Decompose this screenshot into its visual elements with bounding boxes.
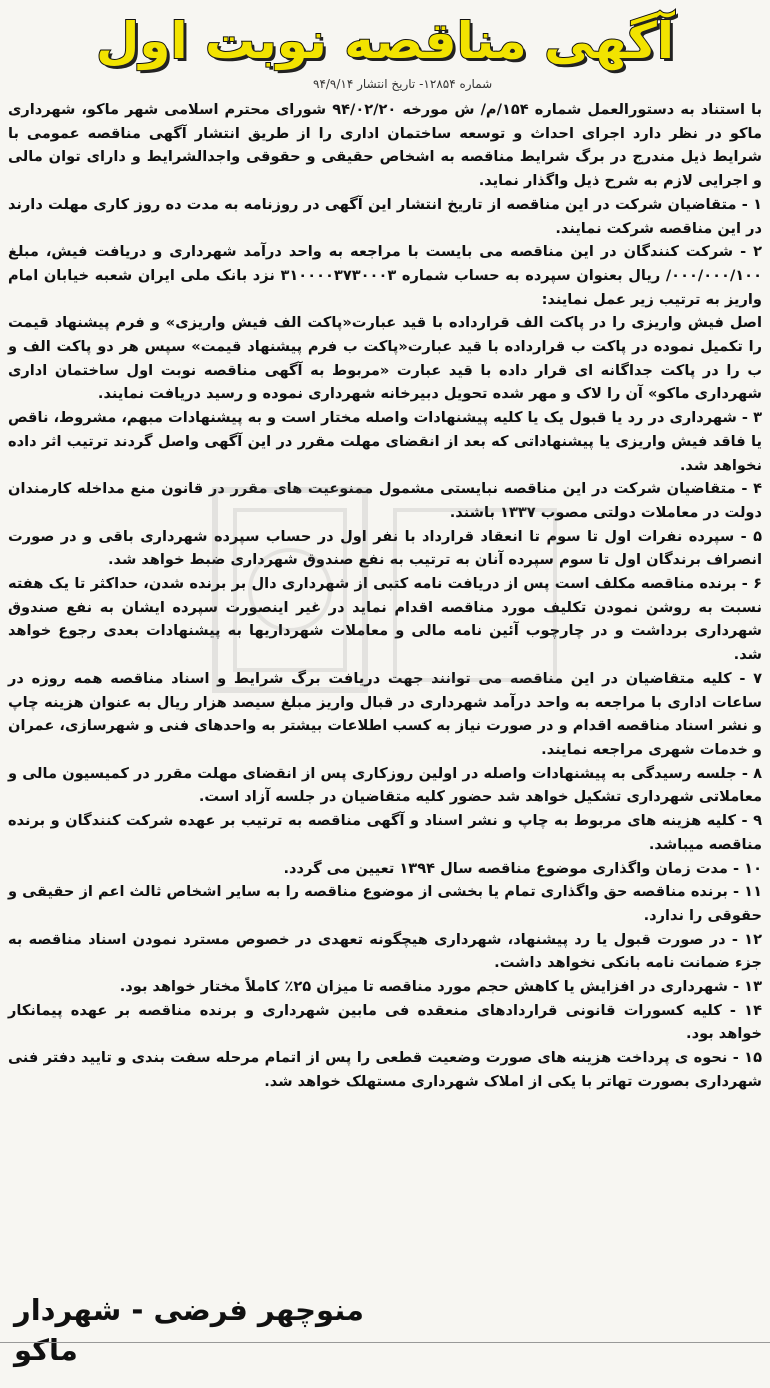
clause-11: ۱۱ - برنده مناقصه حق واگذاری تمام یا بخشی از موضوع مناقصه را به سایر اشخاص ثالث اعم از حقیقی و حقوقی را ندارد. [8, 883, 762, 924]
notice-title: آگهی مناقصه نوبت اول [96, 12, 674, 70]
notice-body [8, 98, 762, 1094]
crop-divider [0, 1342, 770, 1343]
clause-12: ۱۲ - در صورت قبول یا رد پیشنهاد، شهرداری هیچگونه تعهدی در خصوص مسترد نمودن اسناد مناقصه به جزء ضمانت نامه بانکی نخواهد داشت. [8, 930, 762, 972]
clause-14: ۱۴ - کلیه کسورات قانونی قراردادهای منعقده فی مابین شهرداری و برنده مناقصه بر عهده پیمانکار خواهد بود. [8, 1001, 762, 1043]
clause-3: ۳ - شهرداری در رد یا قبول یک یا کلیه پیشنهادات واصله مختار است و به پیشنهادات مبهم، مشروط، ناقص یا فاقد فیش واریزی یا پیشنهاداتی که بعد از انقضای مهلت مقرر در این آگهی واصل گردند ترتیب اثر داده نخواهد شد. [8, 409, 762, 474]
clause-8: ۸ - جلسه رسیدگی به پیشنهادات واصله در اولین روزکاری پس از انقضای مهلت مقرر در کمیسیون مالی و معاملاتی شهرداری تشکیل خواهد شد حضور کلیه متقاضیان در جلسه آزاد است. [8, 764, 762, 806]
clause-7: ۷ - کلیه متقاضیان در این مناقصه می توانند جهت دریافت برگ شرایط و اسناد مناقصه همه روزه در ساعات اداری با مراجعه به واحد درآمد شهرداری در قبال واریز مبلغ سیصد هزار ریال به عنوان هزینه چاپ و نشر اسناد مناقصه اقدام و در صورت نیاز به کسب اطلاعات بیشتر به واحدهای فنی و شهرسازی، عمران و خدمات شهری مراجعه نمایند. [8, 669, 762, 758]
signature: منوچهر فرضی - شهردار ماکو [14, 1293, 364, 1367]
clause-9: ۹ - کلیه هزینه های مربوط به چاپ و نشر اسناد و آگهی مناقصه به ترتیب بر عهده شرکت کنندگان و برنده مناقصه میباشد. [8, 812, 762, 853]
issue-line: شماره ۱۲۸۵۴- تاریخ انتشار ۹۴/۹/۱۴ [313, 77, 493, 91]
clause-10: ۱۰ - مدت زمان واگذاری موضوع مناقصه سال ۱۳۹۴ تعیین می گردد. [283, 859, 762, 877]
clause-6: ۶ - برنده مناقصه مکلف است پس از دریافت نامه کتبی از شهرداری دال بر برنده شدن، حداکثر تا یک هفته نسبت به روشن نمودن تکلیف مورد مناقصه اقدام نماید در غیر اینصورت سپرده ایشان به نفع صندوق شهرداری برداشت و در چارچوب آئین نامه مالی و معاملات شهرداریها به پیشنهادات بعدی رجوع خواهد شد. [8, 575, 762, 664]
clause-5: ۵ - سپرده نفرات اول تا سوم تا انعقاد قرارداد با نفر اول در حساب سپرده شهرداری باقی و در صورت انصراف برندگان اول تا سوم سپرده آنان به ترتیب به نفع صندوق شهرداری ضبط خواهد شد. [8, 527, 762, 569]
intro-paragraph: با استناد به دستورالعمل شماره ۱۵۴/م/ ش مورخه ۹۴/۰۲/۲۰ شورای محترم اسلامی شهر ماکو، شهرداری ماکو در نظر دارد اجرای احداث و توسعه ساختمان اداری را از طریق انتشار آگهی مناقصه عمومی با شرایط ذیل مندرج در برگ شرایط مناقصه به اشخاص حقیقی و حقوقی واجدالشرایط و دارای توان مالی و اجرایی لازم به شرح ذیل واگذار نماید. [8, 101, 762, 190]
clause-2: ۲ - شرکت کنندگان در این مناقصه می بایست با مراجعه به واحد درآمد شهرداری و دریافت فیش، مبلغ ۰۰۰/۰۰۰/۱۰۰/ ریال بعنوان سپرده به حساب شماره ۳۱۰۰۰۰۳۷۳۰۰۰۳ نزد بانک ملی ایران شعبه خیابان امام واریز به ترتیب زیر عمل نمایند: [8, 243, 762, 308]
clause-2-instructions: اصل فیش واریزی را در پاکت الف قرارداده با قید عبارت«پاکت الف فیش واریزی» و فرم پیشنهاد قیمت را تکمیل نموده در پاکت ب قرارداده با قید عبارت«پاکت ب فرم پیشنهاد قیمت» سپس هر دو پاکت الف و ب را در پاکت جداگانه ای قرار داده با قید عبارت «مربوط به آگهی مناقصه نوبت اول ساختمان اداری شهرداری ماکو» آن را لاک و مهر شده تحویل دبیرخانه شهرداری نموده و رسید دریافت نمایند. [8, 314, 762, 403]
clause-13: ۱۳ - شهرداری در افزایش یا کاهش حجم مورد مناقصه تا میزان ۲۵٪ کاملاً مختار خواهد بود. [119, 978, 762, 996]
clause-15: ۱۵ - نحوه ی پرداخت هزینه های صورت وضعیت قطعی را پس از اتمام مرحله سفت بندی و تایید دفتر فنی شهرداری بصورت تهاتر با یکی از املاک شهرداری مستهلک خواهد شد. [8, 1049, 762, 1090]
clause-4: ۴ - متقاضیان شرکت در این مناقصه نبایستی مشمول ممنوعیت های مقرر در قانون منع مداخله کارمندان دولت در معاملات دولتی مصوب ۱۳۳۷ باشند. [8, 480, 762, 521]
clause-1: ۱ - متقاضیان شرکت در این مناقصه از تاریخ انتشار این آگهی در روزنامه به مدت ده روز کاری مهلت دارند در این مناقصه شرکت نمایند. [8, 195, 762, 237]
